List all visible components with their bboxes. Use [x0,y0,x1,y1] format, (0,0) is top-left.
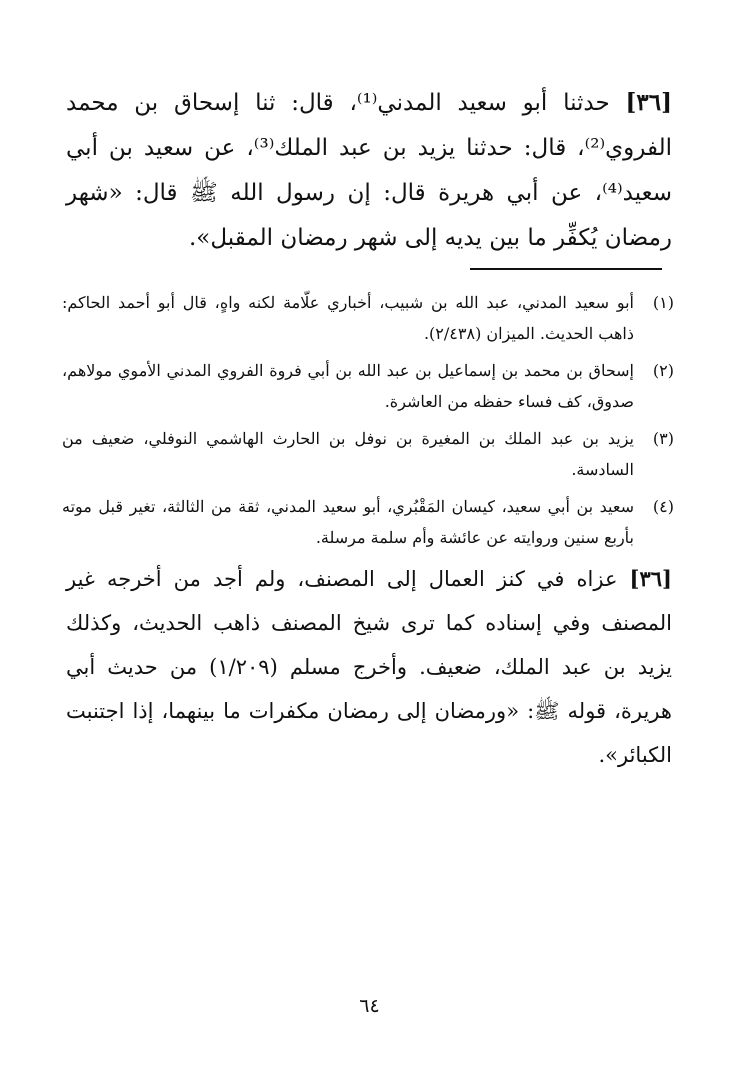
footnote [62,287,674,349]
footnote-text: يزيد بن عبد الملك بن المغيرة بن نوفل بن الحارث الهاشمي النوفلي، ضعيف من السادسة. [62,429,634,479]
footnote-number: (٤) [652,497,674,516]
commentary-number: [٣٦] [629,566,672,591]
footnote-number: (٢) [652,361,674,380]
hadith-number: [٣٦] [625,89,672,116]
footnote [62,355,674,417]
hadith-body: حدثنا أبو سعيد المدني⁽¹⁾، قال: ثنا إسحاق بن محمد الفروي⁽²⁾، قال: حدثنا يزيد بن عبد الملك⁽³⁾، عن سعيد بن أبي سعيد⁽⁴⁾، عن أبي هريرة قال: إن رسول الله ﷺ قال: «شهر رمضان يُكفِّر ما بين يديه إلى شهر رمضان المقبل». [66,90,672,251]
footnote [62,491,674,553]
footnote-text: سعيد بن أبي سعيد، كيسان المَقْبُري، أبو سعيد المدني، ثقة من الثالثة، تغير قبل موته بأربع سنين وروايته عن عائشة وأم سلمة مرسلة. [62,497,634,547]
footnote-text: إسحاق بن محمد بن إسماعيل بن عبد الله بن أبي فروة الفروي المدني الأموي مولاهم، صدوق، كف فساء حفظه من العاشرة. [62,361,634,411]
hadith-text [66,80,672,261]
commentary [66,557,672,777]
commentary-body: عزاه في كنز العمال إلى المصنف، ولم أجد من أخرجه غير المصنف وفي إسناده كما ترى شيخ المصنف ذاهب الحديث، وكذلك يزيد بن عبد الملك، ضعيف. وأخرج مسلم (١/٢٠٩) من حديث أبي هريرة، قوله ﷺ: «ورمضان إلى رمضان مكفرات ما بينهما، إذا اجتنبت الكبائر». [66,567,672,767]
footnotes [62,287,674,559]
footnote-number: (١) [652,293,674,312]
footnote [62,423,674,485]
footnote-text: أبو سعيد المدني، عبد الله بن شبيب، أخباري علّامة لكنه واهٍ، قال أبو أحمد الحاكم: ذاهب الحديث. الميزان (٢/٤٣٨). [62,293,634,343]
footnote-number: (٣) [652,429,674,448]
page-number: ٦٤ [359,995,380,1017]
footnote-separator [470,268,662,270]
